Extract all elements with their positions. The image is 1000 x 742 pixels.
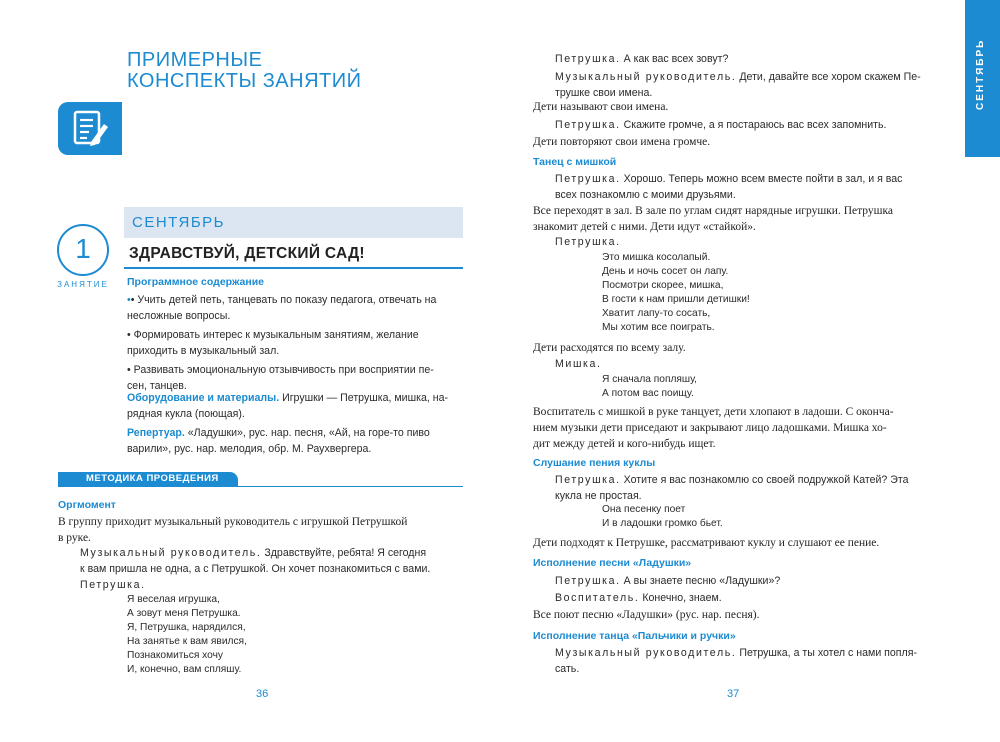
line-12 — [555, 472, 955, 504]
line-3: Дети называют свои имена. — [533, 101, 669, 113]
narration-line: нием музыки дети приседают и закрывают лицо ладошками. Мишка хо- — [533, 422, 887, 434]
role-bear: Мишка. — [555, 358, 602, 370]
month-banner — [124, 207, 463, 238]
line-6 — [555, 171, 955, 203]
lesson-number-circle — [57, 224, 109, 276]
intro-paragraph — [58, 514, 468, 546]
verse-line: Это мишка косолапый. — [602, 252, 711, 263]
bullet-2-line-1: • Формировать интерес к музыкальным занятиям, желание — [127, 329, 419, 341]
verse-line: Она песенку поет — [602, 504, 686, 515]
method-banner — [58, 472, 238, 487]
bullet-1-line-2: несложные вопросы. — [127, 310, 231, 322]
method-divider — [58, 486, 463, 487]
month-side-tab — [965, 0, 1000, 157]
mr-text-2: к вам пришла не одна, а с Петрушкой. Он хочет познакомиться с вами. — [80, 563, 431, 575]
speech-text-2: всех познакомлю с моими друзьями. — [555, 189, 736, 201]
line-4 — [555, 117, 886, 133]
section-title — [127, 50, 457, 92]
role-petrushka: Петрушка. — [555, 575, 621, 587]
role-music-director: Музыкальный руководитель. — [555, 647, 737, 659]
role-teacher: Воспитатель. — [555, 592, 640, 604]
role-petrushka: Петрушка. — [555, 173, 621, 185]
verse-line: Я сначала попляшу, — [602, 374, 697, 385]
verse-line: Посмотри скорее, мишка, — [602, 280, 724, 291]
program-bullets: •• Учить детей петь, танцевать по показу педагога, отвечать на несложные вопросы. • Формировать интерес к музыкальным занятиям, желание приходить в музыкальный зал. • Развивать эмоциональную отзывчивость при восприятии пе- сен, танцев. — [127, 292, 467, 394]
repertoire-text-2: варили», рус. нар. мелодия, обр. М. Раухвергера. — [127, 443, 372, 455]
speech-text: Скажите громче, а я постараюсь вас всех запомнить. — [620, 119, 887, 131]
bear-verse — [602, 251, 750, 335]
verse-line: День и ночь сосет он лапу. — [602, 266, 729, 277]
petrushka-role: Петрушка. — [80, 579, 146, 591]
section-title-line2: КОНСПЕКТЫ ЗАНЯТИЙ — [127, 70, 362, 92]
speech-text-2: сать. — [555, 663, 580, 675]
equipment-text-2: рядная кукла (поющая). — [127, 408, 245, 420]
heading-dance: Исполнение танца «Пальчики и ручки» — [533, 630, 736, 642]
speech-text-2: трушке свои имена. — [555, 87, 653, 99]
page-number-left: 36 — [256, 688, 269, 700]
speech-text: А как вас всех зовут? — [620, 53, 729, 65]
mr-role: Музыкальный руководитель. — [80, 547, 262, 559]
line-9: Дети расходятся по всему залу. — [533, 342, 686, 354]
lesson-title-bar — [124, 239, 463, 269]
lesson-number: 1 — [75, 233, 91, 264]
verse-line: Я, Петрушка, нарядился, — [127, 622, 246, 633]
intro-line-2: в руке. — [58, 532, 91, 544]
petrushka-verse — [127, 593, 247, 677]
speech-text: Хотите я вас познакомлю со своей подружкой Катей? Эта — [620, 474, 909, 486]
verse-line: На занятье к вам явился, — [127, 636, 247, 647]
line-5: Дети повторяют свои имена громче. — [533, 136, 711, 148]
narration-line: дит между детей и кого-нибудь ищет. — [533, 438, 716, 450]
narration-line: знакомит детей с ними. Дети идут «стайкой». — [533, 221, 756, 233]
intro-line-1: В группу приходит музыкальный руководитель с игрушкой Петрушкой — [58, 516, 408, 528]
verse-line: А зовут меня Петрушка. — [127, 608, 241, 619]
orgmoment-heading: Оргмомент — [58, 499, 116, 511]
heading-dance-bear: Танец с мишкой — [533, 156, 617, 168]
speech-text: Петрушка, а ты хотел с нами попля- — [736, 647, 917, 659]
equipment-paragraph — [127, 390, 467, 422]
role-petrushka: Петрушка. — [555, 119, 621, 131]
verse-line: Мы хотим все поиграть. — [602, 322, 715, 333]
verse-line: Познакомиться хочу — [127, 650, 224, 661]
heading-listening: Слушание пения куклы — [533, 457, 656, 469]
repertoire-text: «Ладушки», рус. нар. песня, «Ай, на горе-то пиво — [184, 427, 430, 439]
side-tab-label: СЕНТЯБРЬ — [975, 38, 986, 110]
heading-song: Исполнение песни «Ладушки» — [533, 557, 692, 569]
month-label: СЕНТЯБРЬ — [132, 214, 226, 231]
narration-line: Воспитатель с мишкой в руке танцует, дети хлопают в ладоши. С оконча- — [533, 406, 894, 418]
narration-line: Все переходят в зал. В зале по углам сидят нарядные игрушки. Петрушка — [533, 205, 894, 217]
speech-text: Конечно, знаем. — [639, 592, 722, 604]
bullet-1-line-1: • Учить детей петь, танцевать по показу педагога, отвечать на — [130, 294, 437, 306]
equipment-label: Оборудование и материалы. — [127, 392, 280, 404]
role-petrushka: Петрушка. — [555, 236, 621, 248]
bullet-2-line-2: приходить в музыкальный зал. — [127, 345, 280, 357]
line-1 — [555, 51, 728, 67]
verse-line: Хватит лапу-то сосать, — [602, 308, 711, 319]
bullet-3-line-2: сен, танцев. — [127, 380, 187, 392]
section-title-line1: ПРИМЕРНЫЕ — [127, 49, 263, 71]
line-2 — [555, 69, 955, 101]
repertoire-label: Репертуар. — [127, 427, 185, 439]
role-petrushka: Петрушка. — [555, 53, 621, 65]
lesson-label: ЗАНЯТИЕ — [57, 280, 109, 289]
verse-line: И в ладошки громко бьет. — [602, 518, 723, 529]
doll-verse — [602, 503, 723, 531]
role-music-director: Музыкальный руководитель. — [555, 71, 737, 83]
speech-text: Дети, давайте все хором скажем Пе- — [736, 71, 921, 83]
document-pen-icon — [58, 102, 122, 155]
verse-line: И, конечно, вам спляшу. — [127, 664, 242, 675]
role-petrushka: Петрушка. — [555, 474, 621, 486]
line-11 — [533, 404, 953, 452]
bear-reply-verse — [602, 373, 697, 401]
line-15 — [555, 590, 722, 606]
line-7 — [533, 203, 953, 235]
speech-text: А вы знаете песню «Ладушки»? — [620, 575, 781, 587]
program-heading: Программное содержание — [127, 276, 264, 288]
mr-speech — [80, 545, 465, 577]
speech-text: Хорошо. Теперь можно всем вместе пойти в зал, и я вас — [620, 173, 903, 185]
verse-line: В гости к нам пришли детишки! — [602, 294, 750, 305]
repertoire-paragraph — [127, 425, 467, 457]
verse-line: Я веселая игрушка, — [127, 594, 220, 605]
verse-line: А потом вас поищу. — [602, 388, 694, 399]
bullet-3-line-1: • Развивать эмоциональную отзывчивость при восприятии пе- — [127, 364, 434, 376]
speech-text-2: кукла не простая. — [555, 490, 642, 502]
line-17 — [555, 645, 955, 677]
mr-text: Здравствуйте, ребята! Я сегодня — [261, 547, 427, 559]
lesson-title: ЗДРАВСТВУЙ, ДЕТСКИЙ САД! — [129, 245, 365, 262]
line-16: Все поют песню «Ладушки» (рус. нар. песня). — [533, 609, 760, 621]
equipment-text: Игрушки — Петрушка, мишка, на- — [279, 392, 448, 404]
line-13: Дети подходят к Петрушке, рассматривают куклу и слушают ее пение. — [533, 537, 880, 549]
page-number-right: 37 — [727, 688, 740, 700]
line-14 — [555, 573, 780, 589]
method-label: МЕТОДИКА ПРОВЕДЕНИЯ — [86, 473, 219, 484]
